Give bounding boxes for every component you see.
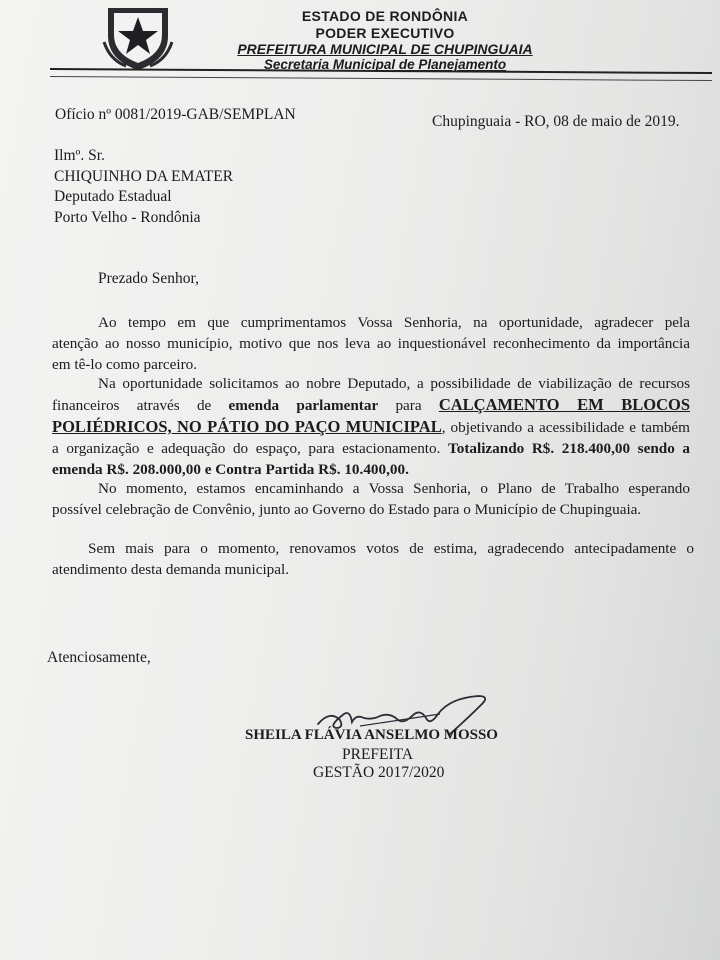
- place-date: Chupinguaia - RO, 08 de maio de 2019.: [432, 113, 680, 130]
- p4-line: Sem mais para o momento, renovamos votos de estima, agradecendo antecipadamente o: [88, 540, 694, 557]
- p1-line: em tê-lo como parceiro.: [52, 356, 198, 373]
- emphasis-project-title-cont: POLIÉDRICOS, NO PÁTIO DO PAÇO MUNICIPAL: [52, 417, 442, 436]
- p2-line: financeiros através de emenda parlamentar para CALÇAMENTO EM BLOCOS: [52, 395, 690, 414]
- p3-line: possível celebração de Convênio, junto ao Governo do Estado para o Município de Chupinguaia.: [52, 501, 642, 518]
- p2-line-amounts: emenda R$. 208.000,00 e Contra Partida R$. 10.400,00.: [52, 461, 409, 478]
- p2-line: a organização e adequação do espaço, para estacionamento. Totalizando R$. 218.400,00 sendo a: [52, 440, 690, 457]
- coat-of-arms-logo: [100, 2, 176, 72]
- paragraph-2: [52, 373, 690, 480]
- p1-line: atenção ao nosso município, motivo que nos leva ao inquestionável reconhecimento da importância: [52, 335, 690, 352]
- header-divider: [50, 68, 712, 81]
- recipient-city: Porto Velho - Rondônia: [54, 209, 201, 226]
- signatory-title: PREFEITA: [342, 746, 414, 763]
- p1-line: Ao tempo em que cumprimentamos Vossa Senhoria, na oportunidade, agradecer pela: [98, 314, 690, 331]
- paragraph-1: [52, 312, 690, 375]
- recipient-name: CHIQUINHO DA EMATER: [54, 168, 234, 185]
- emphasis-total: Totalizando R$. 218.400,00 sendo a: [448, 440, 690, 457]
- p2-line: Na oportunidade solicitamos ao nobre Deputado, a possibilidade de viabilização de recursos: [98, 375, 690, 392]
- emphasis-project-title: CALÇAMENTO EM BLOCOS: [438, 395, 690, 414]
- header-secretariat: Secretaria Municipal de Planejamento: [263, 57, 507, 72]
- header-municipality: PREFEITURA MUNICIPAL DE CHUPINGUAIA: [237, 41, 533, 57]
- greeting: Prezado Senhor,: [98, 270, 199, 287]
- recipient-role: Deputado Estadual: [54, 188, 172, 205]
- closing: Atenciosamente,: [47, 649, 151, 666]
- signatory-name: SHEILA FLÁVIA ANSELMO MOSSO: [245, 727, 498, 743]
- letter-reference: Ofício nº 0081/2019-GAB/SEMPLAN: [55, 106, 296, 123]
- p4-line: atendimento desta demanda municipal.: [52, 561, 290, 578]
- paragraph-3: [52, 478, 690, 520]
- p3-line: No momento, estamos encaminhando a Vossa Senhoria, o Plano de Trabalho esperando: [98, 480, 690, 497]
- recipient-title: Ilmº. Sr.: [54, 147, 105, 164]
- signatory-term: GESTÃO 2017/2020: [313, 764, 445, 781]
- header-branch: PODER EXECUTIVO: [315, 25, 455, 41]
- paragraph-4: [52, 538, 694, 580]
- p2-line: POLIÉDRICOS, NO PÁTIO DO PAÇO MUNICIPAL, objetivando a acessibilidade e também: [52, 417, 690, 436]
- emphasis-parliamentary-amendment: emenda parlamentar: [228, 397, 379, 414]
- header-state: ESTADO DE RONDÔNIA: [301, 8, 469, 24]
